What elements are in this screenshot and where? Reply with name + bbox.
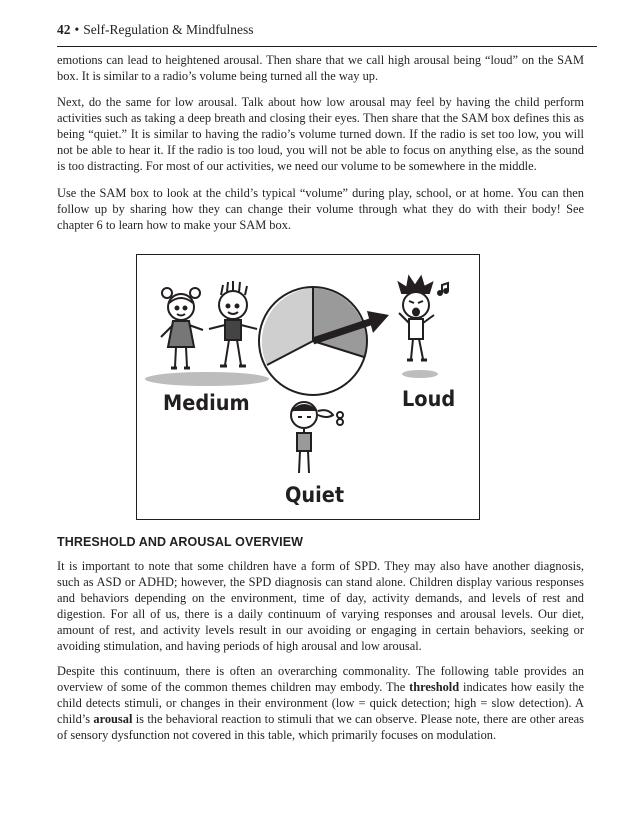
loud-boy-figure-icon [399, 277, 448, 360]
header-bullet: • [74, 22, 80, 37]
quiet-label: Quiet [285, 483, 345, 507]
book-title: Self-Regulation & Mindfulness [83, 22, 254, 37]
quiet-girl-figure-icon [291, 402, 343, 473]
medium-label: Medium [163, 391, 250, 415]
page-header [57, 18, 597, 47]
paragraph-loud: emotions can lead to heightened arousal. Then share that we call high arousal being “loud” on the SAM box. It is similar to a radio’s volume being turned all the way up. [57, 53, 584, 84]
paragraph-quiet: Next, do the same for low arousal. Talk about how low arousal may feel by having the child perform activities such as taking a deep breath and closing their eyes. Then share that the SAM box defines this as being “quiet.” It is similar to having the radio’s volume turned down. If the radio is set too low, you will not be able to hear it. If the radio is too loud, you will not be able to focus on anything else, as the sound is too distracting. For most of our activities, we need our volume to be somewhere in the middle. [57, 95, 584, 174]
arousal-term: arousal [93, 712, 133, 727]
p5-part-e: is the behavioral reaction to stimuli that we can observe. Please note, there are other areas of sensory dysfunction not covered in this table, which primarily focuses on modulation. [57, 712, 585, 743]
loud-shadow [402, 370, 438, 378]
girl-figure-icon [161, 288, 203, 368]
p5-part-c: indicates how easily the child detects stimuli, or changes in their environment (low = quick detection; high = slow detection). A child’s [57, 680, 585, 727]
section-heading: THRESHOLD AND AROUSAL OVERVIEW [57, 535, 304, 549]
loud-label: Loud [402, 387, 456, 411]
medium-shadow [145, 372, 269, 386]
paragraph-volume: Use the SAM box to look at the child’s typical “volume” during play, school, or at home. You can then follow up by sharing how they can change their volume through what they do with their body! See chapter 6 to learn how to make your SAM box. [57, 186, 584, 233]
sam-box-figure [136, 254, 480, 520]
p5-part-a: Despite this continuum, there is often an overarching commonality. The following table provides an overview of some of the common themes children may embody. The [57, 664, 584, 695]
page-number: 42 [57, 22, 71, 37]
paragraph-threshold [57, 663, 584, 743]
threshold-term: threshold [409, 680, 460, 695]
boy-figure-icon [209, 281, 257, 366]
paragraph-spd: It is important to note that some children have a form of SPD. They may also have another diagnosis, such as ASD or ADHD; however, the SPD diagnosis can stand alone. Children display various responses and behaviors depending on the environment, time of day, activity demands, and levels of rest and digestion. For all of us, there is a daily continuum of varying responses and arousal levels. Our diet, amount of rest, and activity levels result in our avoiding or engaging in certain behaviors, seeking or avoiding stimulation, and having periods of high arousal and low arousal. [57, 559, 584, 654]
